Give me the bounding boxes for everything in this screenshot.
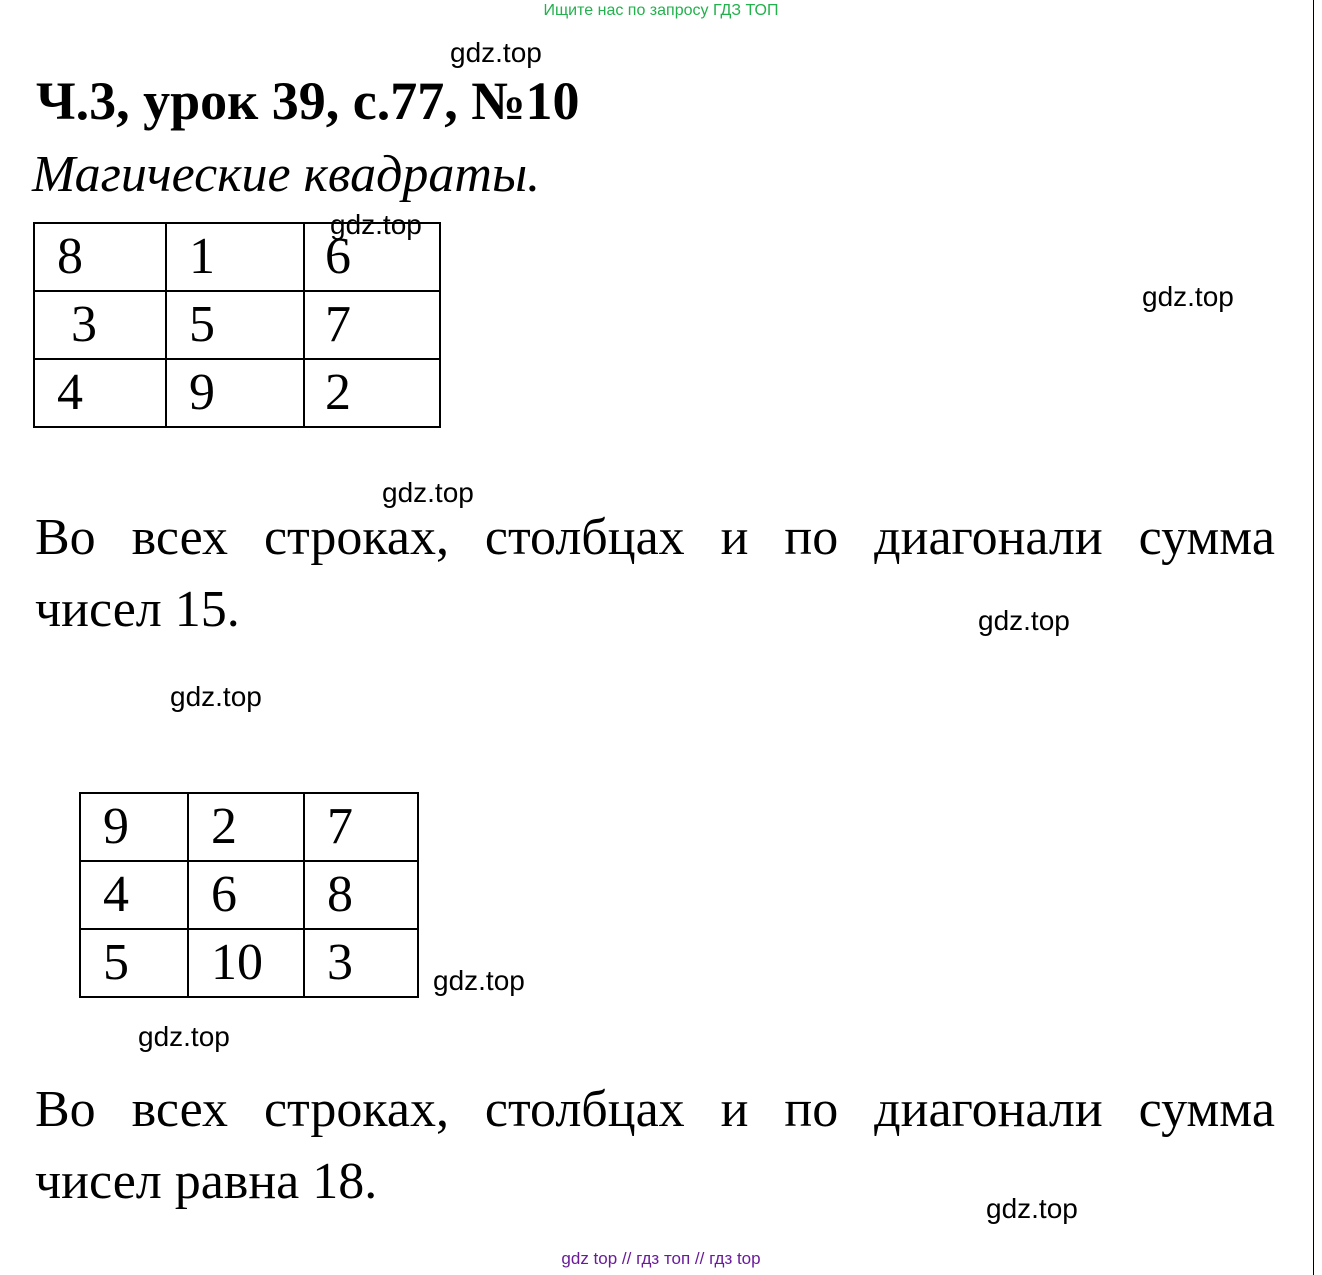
table-row <box>80 793 418 861</box>
word: столбцах <box>484 509 685 566</box>
square-cell: 1 <box>166 223 304 291</box>
word: Во <box>35 509 96 566</box>
word: Во <box>35 1081 96 1138</box>
word: и <box>720 509 749 566</box>
square-cell: 6 <box>188 861 304 929</box>
paragraph-2-line-1 <box>35 1074 1275 1146</box>
magic-square-1 <box>33 222 441 428</box>
paragraph-1 <box>35 502 1275 646</box>
page-subtitle: Магические квадраты. <box>32 146 541 203</box>
square-cell: 2 <box>188 793 304 861</box>
top-banner: Ищите нас по запросу ГДЗ ТОП <box>543 2 779 19</box>
word: по <box>784 509 839 566</box>
word: строках, <box>263 1081 449 1138</box>
word: по <box>784 1081 839 1138</box>
table-row <box>34 359 440 427</box>
table-row <box>80 929 418 997</box>
watermark: gdz.top <box>330 209 422 240</box>
square-cell: 6 <box>304 223 440 291</box>
page-title: Ч.3, урок 39, с.77, №10 <box>36 71 580 131</box>
word: и <box>720 1081 749 1138</box>
word: диагонали <box>874 1081 1103 1138</box>
word: сумма <box>1138 509 1275 566</box>
square-cell: 7 <box>304 793 418 861</box>
square-cell: 9 <box>80 793 188 861</box>
paragraph-2 <box>35 1074 1275 1218</box>
table-row <box>34 291 440 359</box>
paragraph-1-line-2: чисел 15. <box>35 581 240 638</box>
square-cell: 8 <box>304 861 418 929</box>
square-cell: 3 <box>34 291 166 359</box>
watermark: gdz.top <box>382 477 474 508</box>
paragraph-1-line-1 <box>35 502 1275 574</box>
square-cell: 10 <box>188 929 304 997</box>
right-border-line <box>1313 0 1314 1275</box>
word: всех <box>131 1081 228 1138</box>
square-cell: 3 <box>304 929 418 997</box>
footer-links: gdz top // гдз топ // гдз top <box>561 1249 761 1268</box>
square-cell: 9 <box>166 359 304 427</box>
word: сумма <box>1138 1081 1275 1138</box>
word: всех <box>131 509 228 566</box>
watermark: gdz.top <box>433 965 525 996</box>
square-cell: 5 <box>166 291 304 359</box>
watermark: gdz.top <box>138 1021 230 1052</box>
watermark: gdz.top <box>986 1193 1078 1224</box>
square-cell: 7 <box>304 291 440 359</box>
table-row <box>80 861 418 929</box>
magic-square-2 <box>79 792 419 998</box>
square-cell: 4 <box>34 359 166 427</box>
paragraph-2-line-2: чисел равна 18. <box>35 1153 378 1210</box>
watermark: gdz.top <box>450 37 542 68</box>
word: столбцах <box>484 1081 685 1138</box>
square-cell: 2 <box>304 359 440 427</box>
word: диагонали <box>874 509 1103 566</box>
watermark: gdz.top <box>978 605 1070 636</box>
square-cell: 8 <box>34 223 166 291</box>
watermark: gdz.top <box>170 681 262 712</box>
watermark: gdz.top <box>1142 281 1234 312</box>
square-cell: 5 <box>80 929 188 997</box>
square-cell: 4 <box>80 861 188 929</box>
word: строках, <box>263 509 449 566</box>
